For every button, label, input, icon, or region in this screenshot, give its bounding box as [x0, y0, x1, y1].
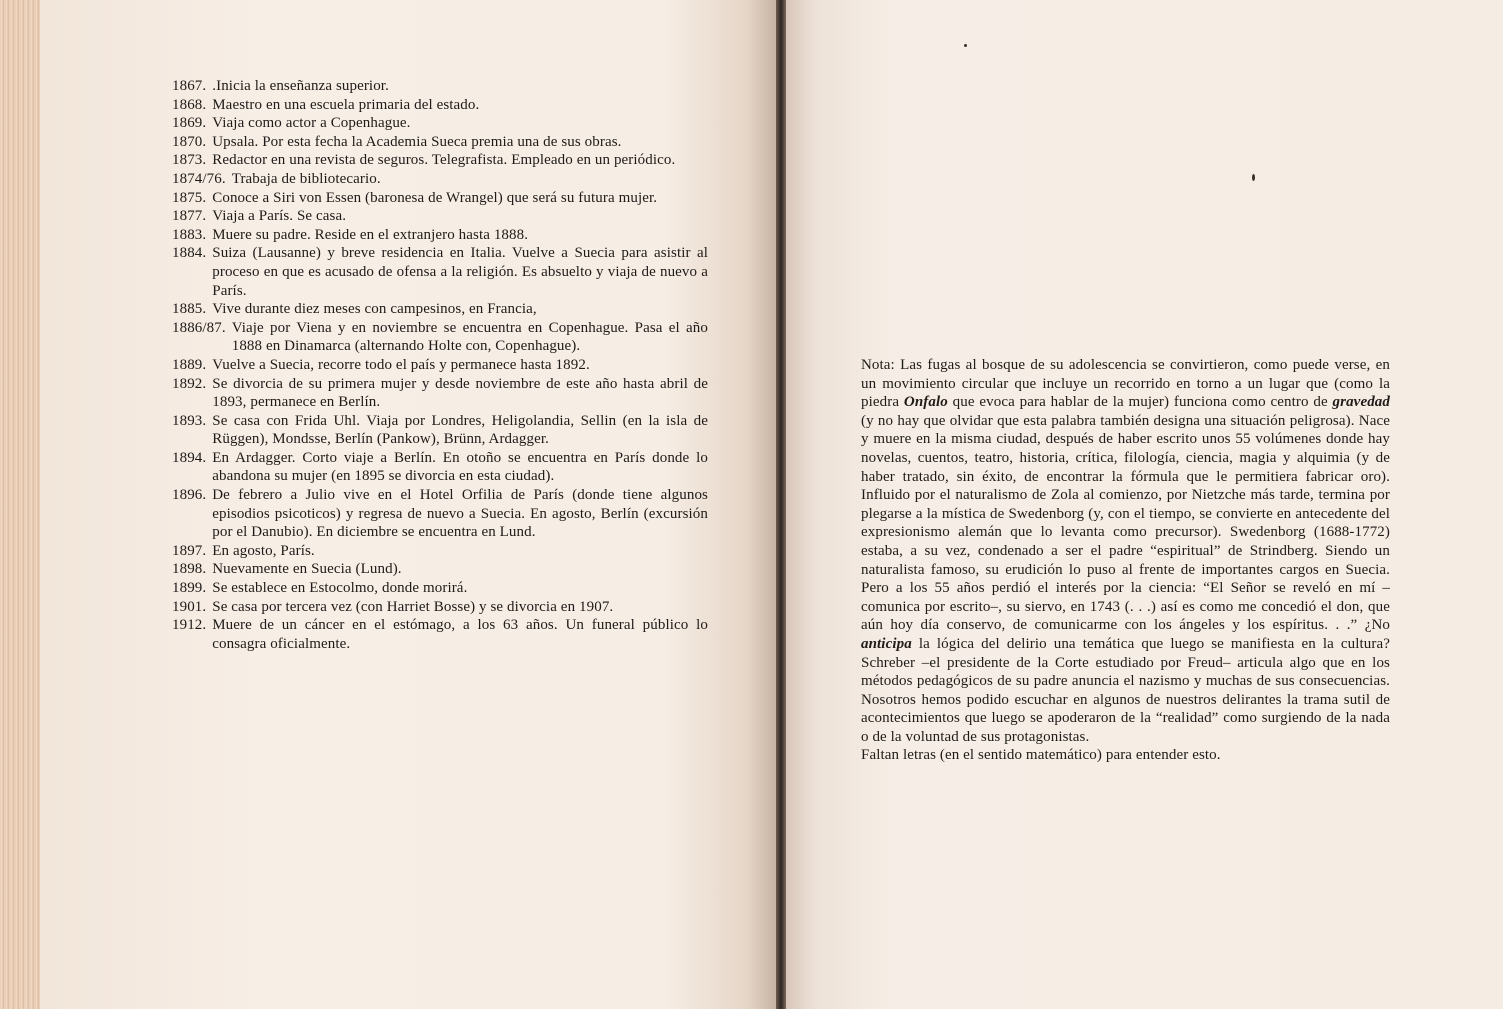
note-paragraph — [861, 356, 1390, 746]
chronology-entry — [172, 356, 708, 375]
entry-text: Muere su padre. Reside en el extranjero hasta 1888. — [212, 226, 529, 243]
chronology-entry — [172, 96, 708, 115]
chronology-entry — [172, 207, 708, 226]
entry-text: Muere de un cáncer en el estómago, a los 63 años. Un funeral público lo consagra oficialmente. — [212, 617, 708, 652]
chronology-entry — [172, 244, 708, 300]
note-closing-line: Faltan letras (en el sentido matemático) para entender esto. — [861, 747, 1221, 764]
chronology-entry — [172, 300, 708, 319]
chronology-entry — [172, 486, 708, 542]
entry-text: Viaje por Viena y en noviembre se encuentra en Copenhague. Pasa el año 1888 en Dinamarca (alternando Holte con, Copenhague). — [231, 319, 708, 355]
entry-text: Vuelve a Suecia, recorre todo el país y permanece hasta 1892. — [212, 356, 590, 373]
entry-year: 1883. — [172, 226, 207, 243]
entry-text: Upsala. Por esta fecha la Academia Sueca premia una de sus obras. — [212, 133, 622, 150]
entry-year: 1885. — [172, 301, 207, 318]
note-emphasis: Onfalo — [903, 394, 948, 411]
chronology-entry — [172, 598, 708, 617]
entry-year: 1886/87. — [172, 319, 226, 336]
entry-text: Viaja como actor a Copenhague. — [212, 115, 411, 132]
chronology-entry — [172, 542, 708, 561]
entry-text: Viaja a París. Se casa. — [212, 208, 347, 225]
chronology-entry — [172, 319, 708, 356]
entry-text: Vive durante diez meses con campesinos, en Francia, — [212, 301, 537, 318]
footnote — [861, 356, 1390, 765]
entry-year: 1884. — [172, 245, 207, 262]
entry-year: 1877. — [172, 208, 207, 225]
chronology-entry — [172, 170, 708, 189]
entry-year: 1893. — [172, 412, 207, 429]
entry-year: 1875. — [172, 189, 207, 206]
chronology-entry — [172, 616, 708, 653]
entry-year: 1896. — [172, 487, 207, 504]
book-gutter — [776, 0, 786, 1009]
chronology-entry — [172, 189, 708, 208]
entry-year: 1874/76. — [172, 170, 226, 187]
chronology-list — [172, 77, 708, 653]
entry-text: Se casa por tercera vez (con Harriet Bosse) y se divorcia en 1907. — [212, 598, 614, 615]
entry-year: 1892. — [172, 375, 207, 392]
entry-text: Trabaja de bibliotecario. — [231, 170, 381, 187]
entry-year: 1894. — [172, 449, 207, 466]
chronology-entry — [172, 77, 708, 96]
entry-text: Se casa con Frida Uhl. Viaja por Londres, Heligolandia, Sellin (en la isla de Rüggen), Mondsse, Berlín (Pankow), Brünn, Ardagger. — [212, 412, 708, 448]
chronology-entry — [172, 114, 708, 133]
entry-year: 1897. — [172, 542, 207, 559]
chronology-entry — [172, 133, 708, 152]
entry-text: .Inicia la enseñanza superior. — [212, 78, 389, 94]
ink-speck — [1252, 174, 1255, 181]
entry-text: En Ardagger. Corto viaje a Berlín. En otoño se encuentra en París donde lo abandona su mujer (en 1895 se divorcia en esta ciudad). — [212, 449, 708, 485]
note-emphasis: anticipa — [861, 635, 912, 652]
chronology-entry — [172, 151, 708, 170]
entry-text: Se divorcia de su primera mujer y desde noviembre de este año hasta abril de 1893, permanece en Berlín. — [212, 375, 708, 411]
entry-text: Suiza (Lausanne) y breve residencia en Italia. Vuelve a Suecia para asistir al proceso en que es acusado de ofensa a la religión. Es absuelto y viaja de nuevo a París. — [212, 245, 708, 299]
chronology-entry — [172, 412, 708, 449]
entry-year: 1873. — [172, 152, 207, 169]
note-text: (y no hay que olvidar que esta palabra también designa una situación peligrosa). Nace y muere en la misma ciudad, después de haber escrito unos 55 volúmenes donde hay novelas, cuentos, teatro, historia, crítica, filología, ciencia, magia y alquimia (y de haber tratado, sin éxito, de encontrar la fórmula que le permitiera fabricar oro). Influido por el naturalismo de Zola al comienzo, por Nietzche más tarde, termina por plegarse a la mística de Swedenborg (y, con el tiempo, se convierte en antecedente del expresionismo alemán que lo levanta como precursor). Swedenborg (1688-1772) estaba, a su vez, condenado a ser el padre “espiritual” de Strindberg. Siendo un naturalista famoso, su erudición lo puso al frente de importantes cargos en Suecia. Pero a los 55 años perdió el interés por la ciencia: “El Señor se reveló en mí –comunica por escrito–, su siervo, en 1743 (. . .) así es como me concedió el don, que aún hoy día conservo, de comunicarme con los ángeles y los espíritus. . .” ¿No — [861, 412, 1390, 634]
entry-text: Maestro en una escuela primaria del estado. — [212, 96, 480, 113]
entry-text: Conoce a Siri von Essen (baronesa de Wrangel) que será su futura mujer. — [212, 189, 658, 206]
chronology-entry — [172, 375, 708, 412]
entry-year: 1889. — [172, 356, 207, 373]
ink-speck — [964, 44, 967, 47]
entry-year: 1870. — [172, 133, 207, 150]
entry-year: 1899. — [172, 580, 207, 597]
entry-text: Redactor en una revista de seguros. Telegrafista. Empleado en un periódico. — [212, 152, 676, 169]
note-text: Nota: Las fugas al bosque de su adolescencia se convirtieron, como puede verse, en un movimiento circular que incluye un recorrido en torno a un lugar que (como la piedra — [861, 357, 1390, 411]
chronology-entry — [172, 226, 708, 245]
entry-year: 1867. — [172, 78, 207, 94]
note-text: que evoca para hablar de la mujer) funciona como centro de — [947, 394, 1333, 411]
entry-year: 1898. — [172, 561, 207, 578]
entry-year: 1901. — [172, 598, 207, 615]
entry-year: 1869. — [172, 115, 207, 132]
entry-text: Nuevamente en Suecia (Lund). — [212, 561, 402, 578]
entry-year: 1912. — [172, 617, 207, 634]
entry-text: Se establece en Estocolmo, donde morirá. — [212, 580, 468, 597]
entry-text: En agosto, París. — [212, 542, 315, 559]
note-emphasis: gravedad — [1332, 394, 1390, 411]
entry-year: 1868. — [172, 96, 207, 113]
chronology-entry — [172, 579, 708, 598]
note-text: la lógica del delirio una temática que luego se manifiesta en la cultura? Schreber –el presidente de la Corte estudiado por Freud– articula algo que en los métodos pedagógicos de su padre anuncia el nazismo y muchas de sus consecuencias. Nosotros hemos podido escuchar en algunos de nuestros delirantes la trama sutil de acontecimientos que luego se apoderaron de la “realidad” como surgiendo de la nada o de la voluntad de sus protagonistas. — [861, 635, 1390, 745]
entry-text: De febrero a Julio vive en el Hotel Orfilia de París (donde tiene algunos episodios psicoticos) y regresa de nuevo a Suecia. En agosto, Berlín (excursión por el Danubio). En diciembre se encuentra en Lund. — [212, 487, 708, 541]
chronology-entry — [172, 449, 708, 486]
chronology-entry — [172, 560, 708, 579]
